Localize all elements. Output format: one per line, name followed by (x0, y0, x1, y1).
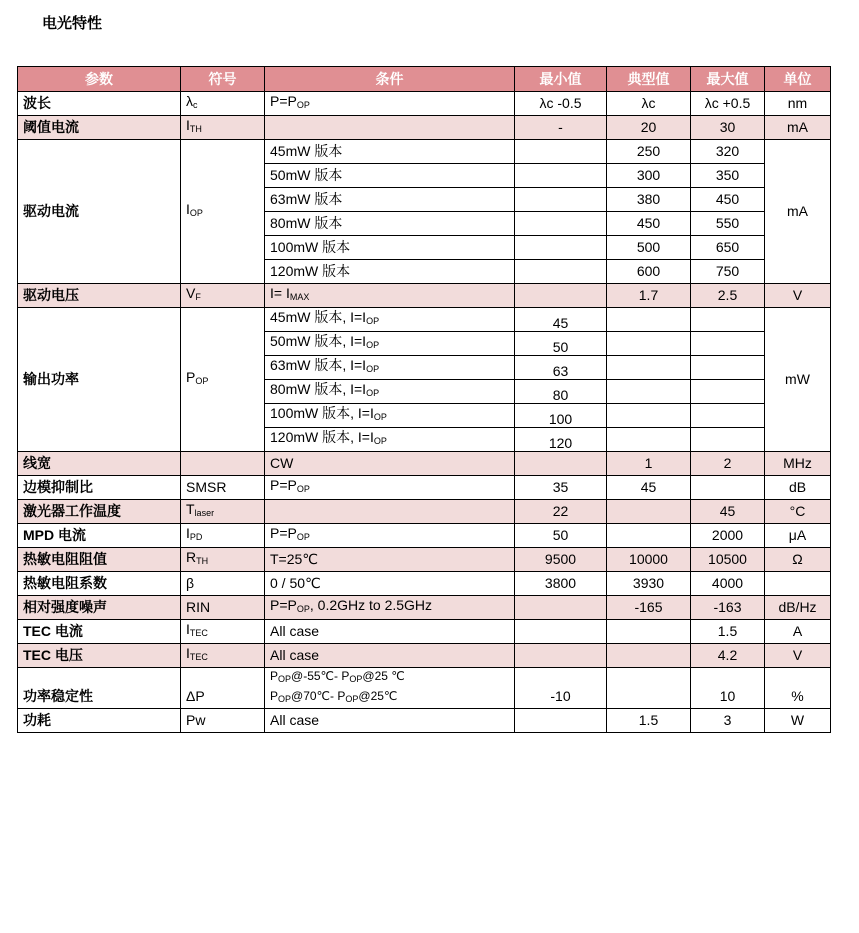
unit: Ω (765, 548, 831, 572)
typ-value: 1.7 (607, 284, 691, 308)
min-value: 22 (515, 500, 607, 524)
min-value: 63 (515, 356, 607, 380)
unit: % (765, 668, 831, 709)
unit: μA (765, 524, 831, 548)
typ-value: 1.5 (607, 709, 691, 733)
typ-value (607, 356, 691, 380)
symbol: RIN (181, 596, 265, 620)
unit: °C (765, 500, 831, 524)
table-row-mpd-current (18, 524, 831, 548)
table-row-threshold-current (18, 116, 831, 140)
symbol: β (181, 572, 265, 596)
condition: $P=P_{OP}$ (265, 476, 515, 500)
min-value: - (515, 116, 607, 140)
col-header-min: 最小值 (515, 67, 607, 92)
min-value: 35 (515, 476, 607, 500)
typ-value (607, 620, 691, 644)
min-value (515, 644, 607, 668)
param-name: MPD 电流 (18, 524, 181, 548)
table-row-tec-voltage (18, 644, 831, 668)
max-value: 450 (691, 188, 765, 212)
condition: 45mW 版本 (265, 140, 515, 164)
table-row-laser-temperature (18, 500, 831, 524)
symbol: SMSR (181, 476, 265, 500)
max-value: 10 (691, 668, 765, 709)
param-name: 相对强度噪声 (18, 596, 181, 620)
min-value: 120 (515, 428, 607, 452)
section-title: 电光特性 (42, 15, 103, 32)
max-value: 30 (691, 116, 765, 140)
typ-value (607, 308, 691, 332)
table-row-rin (18, 596, 831, 620)
col-header-max: 最大值 (691, 67, 765, 92)
condition: 45mW 版本, $I=I_{OP}$ (265, 308, 515, 332)
max-value: 45 (691, 500, 765, 524)
min-value (515, 260, 607, 284)
param-name: 激光器工作温度 (18, 500, 181, 524)
typ-value: 250 (607, 140, 691, 164)
max-value: 4.2 (691, 644, 765, 668)
condition-line-1: $P_{OP}@-55℃-$ $P_{OP}@25$ ℃ (270, 669, 405, 684)
min-value: 80 (515, 380, 607, 404)
table-row-drive-voltage (18, 284, 831, 308)
typ-value: 1 (607, 452, 691, 476)
max-value (691, 404, 765, 428)
condition: 100mW 版本 (265, 236, 515, 260)
unit: MHz (765, 452, 831, 476)
max-value: 10500 (691, 548, 765, 572)
min-value: 9500 (515, 548, 607, 572)
typ-value (607, 380, 691, 404)
table-row-power-stability (18, 668, 831, 709)
condition: 0 / 50℃ (265, 572, 515, 596)
min-value (515, 452, 607, 476)
condition: $P=P_{OP}$ (265, 92, 515, 116)
symbol: Pw (181, 709, 265, 733)
typ-value: 380 (607, 188, 691, 212)
unit: mA (765, 116, 831, 140)
min-value: λc -0.5 (515, 92, 607, 116)
table-row-wavelength (18, 92, 831, 116)
table-row-linewidth (18, 452, 831, 476)
symbol: $I_{PD}$ (181, 524, 265, 548)
max-value: 350 (691, 164, 765, 188)
condition: $I= I_{MAX}$ (265, 284, 515, 308)
unit (765, 572, 831, 596)
min-value (515, 188, 607, 212)
min-value (515, 620, 607, 644)
typ-value: 500 (607, 236, 691, 260)
symbol: $P_{OP}$ (181, 308, 265, 452)
condition (265, 116, 515, 140)
table-row-thermistor-resistance (18, 548, 831, 572)
unit: dB/Hz (765, 596, 831, 620)
condition: 100mW 版本, $I=I_{OP}$ (265, 404, 515, 428)
unit: A (765, 620, 831, 644)
max-value (691, 380, 765, 404)
typ-value: 600 (607, 260, 691, 284)
min-value: 50 (515, 332, 607, 356)
max-value: -163 (691, 596, 765, 620)
col-header-unit: 单位 (765, 67, 831, 92)
symbol: $I_{TH}$ (181, 116, 265, 140)
typ-value: -165 (607, 596, 691, 620)
symbol: $I_{TEC}$ (181, 620, 265, 644)
min-value: -10 (515, 668, 607, 709)
max-value: 2 (691, 452, 765, 476)
param-name: 阈值电流 (18, 116, 181, 140)
condition: All case (265, 620, 515, 644)
param-name: TEC 电流 (18, 620, 181, 644)
param-name: 线宽 (18, 452, 181, 476)
condition: CW (265, 452, 515, 476)
max-value (691, 308, 765, 332)
condition: $P=P_{OP}$, 0.2GHz to 2.5GHz (265, 596, 515, 620)
unit: dB (765, 476, 831, 500)
unit: nm (765, 92, 831, 116)
unit: V (765, 284, 831, 308)
typ-value: 10000 (607, 548, 691, 572)
symbol: $\lambda_c$ (181, 92, 265, 116)
max-value: 550 (691, 212, 765, 236)
table-header-row (18, 67, 831, 92)
min-value: 50 (515, 524, 607, 548)
symbol: $T_{laser}$ (181, 500, 265, 524)
typ-value: 450 (607, 212, 691, 236)
typ-value (607, 644, 691, 668)
unit: W (765, 709, 831, 733)
col-header-symbol: 符号 (181, 67, 265, 92)
max-value: 2.5 (691, 284, 765, 308)
symbol: $V_F$ (181, 284, 265, 308)
typ-value (607, 404, 691, 428)
symbol: $R_{TH}$ (181, 548, 265, 572)
symbol: ΔP (181, 668, 265, 709)
max-value (691, 428, 765, 452)
table-row-smsr (18, 476, 831, 500)
symbol (181, 452, 265, 476)
condition: All case (265, 709, 515, 733)
typ-value: 300 (607, 164, 691, 188)
condition: 120mW 版本 (265, 260, 515, 284)
min-value (515, 236, 607, 260)
max-value: 2000 (691, 524, 765, 548)
min-value: 45 (515, 308, 607, 332)
min-value: 100 (515, 404, 607, 428)
min-value (515, 164, 607, 188)
min-value: 3800 (515, 572, 607, 596)
condition: 80mW 版本, $I=I_{OP}$ (265, 380, 515, 404)
table-row-power-consumption (18, 709, 831, 733)
condition: 50mW 版本, $I=I_{OP}$ (265, 332, 515, 356)
param-name: 波长 (18, 92, 181, 116)
symbol: $I_{TEC}$ (181, 644, 265, 668)
param-name: 功耗 (18, 709, 181, 733)
col-header-typ: 典型值 (607, 67, 691, 92)
col-header-param: 参数 (18, 67, 181, 92)
condition-line-2: $P_{OP}@70℃-$ $P_{OP}@25℃$ (270, 689, 398, 704)
electro-optical-spec-table (17, 66, 831, 733)
typ-value (607, 500, 691, 524)
condition (265, 668, 515, 709)
typ-value: λc (607, 92, 691, 116)
table-row-tec-current (18, 620, 831, 644)
max-value: 3 (691, 709, 765, 733)
max-value: 320 (691, 140, 765, 164)
typ-value (607, 668, 691, 709)
condition: T=25℃ (265, 548, 515, 572)
unit: V (765, 644, 831, 668)
col-header-condition: 条件 (265, 67, 515, 92)
param-name: 功率稳定性 (18, 668, 181, 709)
typ-value: 3930 (607, 572, 691, 596)
min-value (515, 709, 607, 733)
condition: All case (265, 644, 515, 668)
param-name: 驱动电流 (18, 140, 181, 284)
table-row-thermistor-beta (18, 572, 831, 596)
max-value: 4000 (691, 572, 765, 596)
param-name: 热敏电阻系数 (18, 572, 181, 596)
unit: mW (765, 308, 831, 452)
min-value (515, 284, 607, 308)
condition: 50mW 版本 (265, 164, 515, 188)
param-name: 边模抑制比 (18, 476, 181, 500)
condition: 120mW 版本, $I=I_{OP}$ (265, 428, 515, 452)
typ-value: 20 (607, 116, 691, 140)
condition: $P=P_{OP}$ (265, 524, 515, 548)
max-value: 650 (691, 236, 765, 260)
max-value: 1.5 (691, 620, 765, 644)
max-value (691, 356, 765, 380)
symbol: $I_{OP}$ (181, 140, 265, 284)
min-value (515, 212, 607, 236)
max-value: 750 (691, 260, 765, 284)
param-name: 热敏电阻阻值 (18, 548, 181, 572)
max-value: λc +0.5 (691, 92, 765, 116)
param-name: TEC 电压 (18, 644, 181, 668)
table-row-drive-current (18, 140, 831, 164)
typ-value: 45 (607, 476, 691, 500)
unit: mA (765, 140, 831, 284)
param-name: 输出功率 (18, 308, 181, 452)
table-row-output-power (18, 308, 831, 332)
typ-value (607, 428, 691, 452)
min-value (515, 140, 607, 164)
max-value (691, 332, 765, 356)
typ-value (607, 524, 691, 548)
param-name: 驱动电压 (18, 284, 181, 308)
min-value (515, 596, 607, 620)
max-value (691, 476, 765, 500)
condition (265, 500, 515, 524)
condition: 63mW 版本, $I=I_{OP}$ (265, 356, 515, 380)
condition: 63mW 版本 (265, 188, 515, 212)
typ-value (607, 332, 691, 356)
condition: 80mW 版本 (265, 212, 515, 236)
